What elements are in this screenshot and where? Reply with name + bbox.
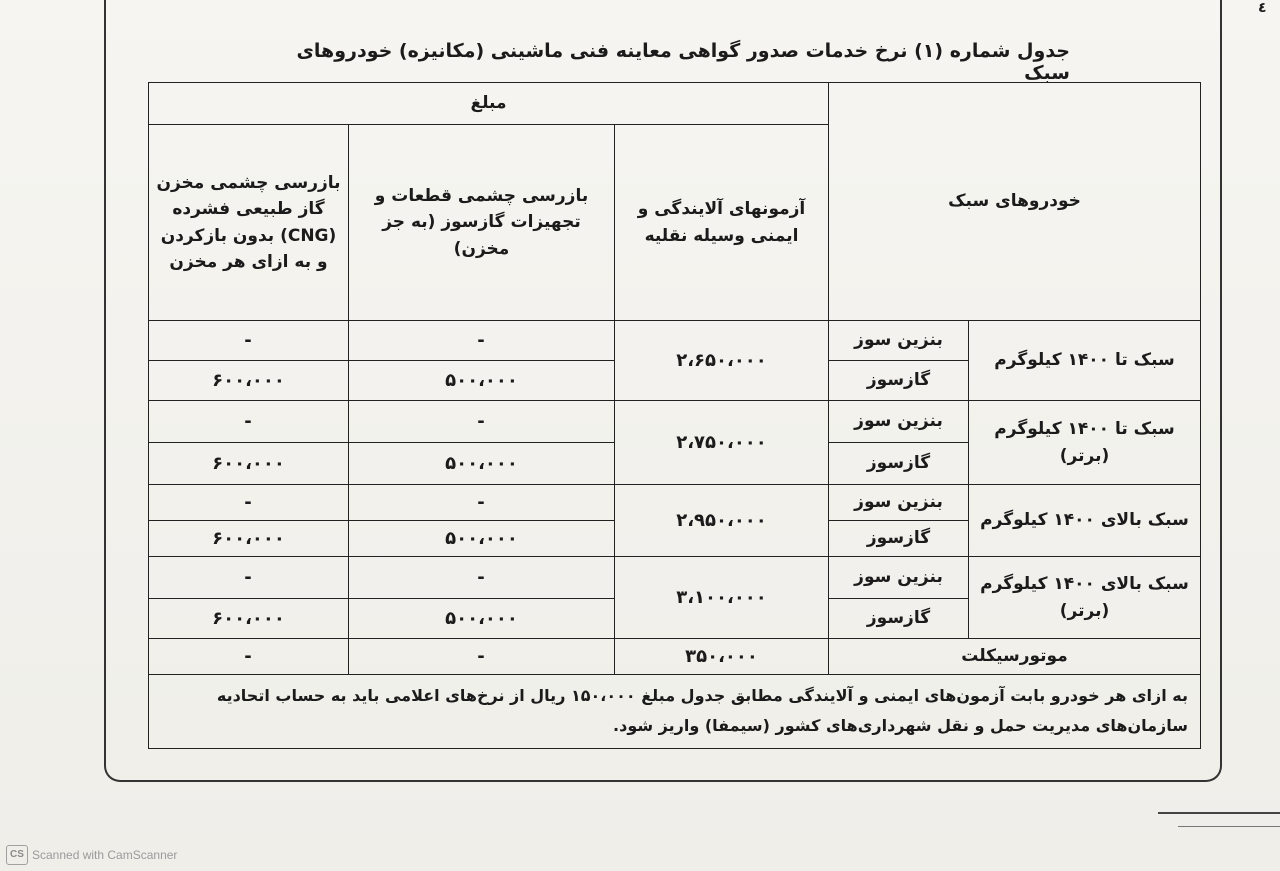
cng-fee: - bbox=[149, 401, 349, 443]
cng-fee: ۶۰۰،۰۰۰ bbox=[149, 599, 349, 639]
camscanner-logo-icon: CS bbox=[6, 845, 28, 865]
cng-fee: - bbox=[149, 321, 349, 361]
header-vehicles: خودروهای سبک bbox=[829, 83, 1201, 321]
note-row bbox=[149, 675, 1201, 749]
category-cell: سبک بالای ۱۴۰۰ کیلوگرم bbox=[969, 485, 1201, 557]
category-cell: موتورسیکلت bbox=[829, 639, 1201, 675]
fuel-cell: بنزین سوز bbox=[829, 401, 969, 443]
cng-fee: ۶۰۰،۰۰۰ bbox=[149, 443, 349, 485]
cng-fee: - bbox=[149, 485, 349, 521]
header-amount: مبلغ bbox=[149, 83, 829, 125]
watermark-text: Scanned with CamScanner bbox=[32, 848, 178, 862]
fuel-cell: بنزین سوز bbox=[829, 321, 969, 361]
parts-fee: ۵۰۰،۰۰۰ bbox=[349, 599, 615, 639]
parts-fee: - bbox=[349, 639, 615, 675]
parts-fee: - bbox=[349, 485, 615, 521]
header-emission: آزمونهای آلایندگی و ایمنی وسیله نقلیه bbox=[615, 125, 829, 321]
note-text: به ازای هر خودرو بابت آزمون‌های ایمنی و آلایندگی مطابق جدول مبلغ ۱۵۰،۰۰۰ ریال از نرخ‌های اعلامی باید به حساب اتحادیه سازمان‌های مدیریت حمل و نقل شهرداری‌های کشور (سیمفا) واریز شود. bbox=[149, 675, 1201, 749]
table-row bbox=[149, 401, 1201, 443]
table-title: جدول شماره (۱) نرخ خدمات صدور گواهی معاینه فنی ماشینی (مکانیزه) خودروهای سبک bbox=[296, 40, 1070, 84]
category-cell: سبک تا ۱۴۰۰ کیلوگرم bbox=[969, 321, 1201, 401]
header-cng: بازرسی چشمی مخزن گاز طبیعی فشرده (CNG) بدون بازکردن و به ازای هر مخزن bbox=[149, 125, 349, 321]
parts-fee: ۵۰۰،۰۰۰ bbox=[349, 361, 615, 401]
scan-edge-line bbox=[1178, 826, 1280, 827]
scan-edge-line bbox=[1158, 812, 1280, 814]
emission-fee: ۲،۷۵۰،۰۰۰ bbox=[615, 401, 829, 485]
header-row-1 bbox=[149, 83, 1201, 125]
fee-table-container bbox=[148, 82, 1200, 749]
header-parts: بازرسی چشمی قطعات و تجهیزات گازسوز (به جز مخزن) bbox=[349, 125, 615, 321]
cng-fee: ۶۰۰،۰۰۰ bbox=[149, 361, 349, 401]
cng-fee: ۶۰۰،۰۰۰ bbox=[149, 521, 349, 557]
fuel-cell: گازسوز bbox=[829, 361, 969, 401]
emission-fee: ۲،۶۵۰،۰۰۰ bbox=[615, 321, 829, 401]
parts-fee: - bbox=[349, 401, 615, 443]
parts-fee: - bbox=[349, 557, 615, 599]
corner-mark: ٤ bbox=[1258, 0, 1267, 16]
camscanner-watermark bbox=[6, 845, 177, 865]
parts-fee: ۵۰۰،۰۰۰ bbox=[349, 443, 615, 485]
fuel-cell: بنزین سوز bbox=[829, 557, 969, 599]
category-cell: سبک تا ۱۴۰۰ کیلوگرم (برتر) bbox=[969, 401, 1201, 485]
category-cell: سبک بالای ۱۴۰۰ کیلوگرم (برتر) bbox=[969, 557, 1201, 639]
cng-fee: - bbox=[149, 557, 349, 599]
emission-fee: ۲،۹۵۰،۰۰۰ bbox=[615, 485, 829, 557]
fuel-cell: گازسوز bbox=[829, 443, 969, 485]
fuel-cell: بنزین سوز bbox=[829, 485, 969, 521]
table-row bbox=[149, 557, 1201, 599]
motorcycle-row bbox=[149, 639, 1201, 675]
fee-table bbox=[148, 82, 1201, 749]
table-row bbox=[149, 485, 1201, 521]
parts-fee: - bbox=[349, 321, 615, 361]
cng-fee: - bbox=[149, 639, 349, 675]
emission-fee: ۳،۱۰۰،۰۰۰ bbox=[615, 557, 829, 639]
parts-fee: ۵۰۰،۰۰۰ bbox=[349, 521, 615, 557]
fuel-cell: گازسوز bbox=[829, 521, 969, 557]
table-row bbox=[149, 321, 1201, 361]
fuel-cell: گازسوز bbox=[829, 599, 969, 639]
emission-fee: ۳۵۰،۰۰۰ bbox=[615, 639, 829, 675]
